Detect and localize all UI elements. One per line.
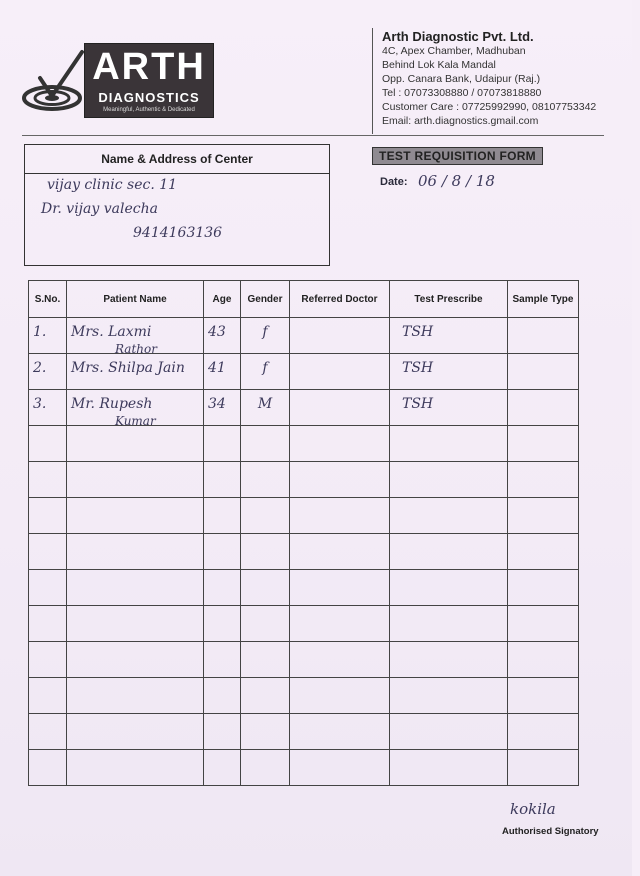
authorised-signatory-label: Authorised Signatory <box>502 826 599 837</box>
patient-table <box>28 280 579 786</box>
patient-name-continued: Rathor <box>115 342 157 356</box>
center-phone: 9414163136 <box>133 225 223 241</box>
patient-name-cell <box>67 318 204 354</box>
telephone-line: Tel : 07073308880 / 07073818880 <box>382 87 542 99</box>
column-header: S.No. <box>29 281 67 318</box>
patient-name-cell <box>67 678 204 714</box>
gender-cell <box>241 534 290 570</box>
patient-name-cell <box>67 462 204 498</box>
serial-number-cell <box>29 606 67 642</box>
patient-name-cell <box>67 534 204 570</box>
sample-type-cell <box>508 570 579 606</box>
test-prescribe-cell <box>390 678 508 714</box>
age-cell <box>204 498 241 534</box>
table-row <box>29 606 579 642</box>
signature: kokila <box>510 800 556 818</box>
age-cell <box>204 390 241 426</box>
sample-type-cell <box>508 678 579 714</box>
gender-cell <box>241 426 290 462</box>
table-row <box>29 678 579 714</box>
logo-box <box>84 43 214 118</box>
patient-name-cell <box>67 714 204 750</box>
test-prescribe-cell <box>390 606 508 642</box>
patient-name-cell <box>67 426 204 462</box>
sample-type-cell <box>508 318 579 354</box>
table-row <box>29 390 579 426</box>
sample-type-cell <box>508 390 579 426</box>
sample-type-cell <box>508 642 579 678</box>
table-row <box>29 750 579 786</box>
center-name: vijay clinic sec. 11 <box>47 177 178 193</box>
table-row <box>29 570 579 606</box>
address-line: Behind Lok Kala Mandal <box>382 59 496 71</box>
target-check-icon <box>22 48 88 112</box>
table-row <box>29 426 579 462</box>
patient-name-cell-text: Mr. Rupesh <box>71 396 153 412</box>
gender-cell <box>241 750 290 786</box>
gender-cell <box>241 354 290 390</box>
test-prescribe-cell <box>390 390 508 426</box>
table-row <box>29 318 579 354</box>
table-row <box>29 642 579 678</box>
age-cell <box>204 426 241 462</box>
header-divider <box>22 135 604 136</box>
referred-doctor-cell <box>290 462 390 498</box>
age-cell <box>204 606 241 642</box>
referred-doctor-cell <box>290 354 390 390</box>
age-cell <box>204 318 241 354</box>
gender-cell <box>241 318 290 354</box>
company-logo <box>22 40 214 120</box>
serial-number-cell <box>29 714 67 750</box>
referred-doctor-cell <box>290 498 390 534</box>
referred-doctor-cell <box>290 426 390 462</box>
serial-number-cell <box>29 570 67 606</box>
sample-type-cell <box>508 354 579 390</box>
referred-doctor-cell <box>290 318 390 354</box>
patient-name-cell-text: Mrs. Shilpa Jain <box>71 360 185 376</box>
gender-cell <box>241 714 290 750</box>
patient-name-cell <box>67 498 204 534</box>
sample-type-cell <box>508 498 579 534</box>
referred-doctor-cell <box>290 570 390 606</box>
serial-number-cell <box>29 462 67 498</box>
serial-number-cell <box>29 318 67 354</box>
referred-doctor-cell <box>290 750 390 786</box>
logo-subtitle: DIAGNOSTICS <box>98 90 200 105</box>
customer-care-line: Customer Care : 07725992990, 08107753342 <box>382 101 597 113</box>
age-cell <box>204 678 241 714</box>
gender-cell <box>241 462 290 498</box>
patient-name-cell-text: Mrs. Laxmi <box>71 324 152 340</box>
gender-cell <box>241 390 290 426</box>
age-cell <box>204 714 241 750</box>
serial-number-cell-text: 1. <box>33 324 47 340</box>
test-prescribe-cell <box>390 426 508 462</box>
age-cell <box>204 642 241 678</box>
patient-name-cell <box>67 570 204 606</box>
date-value: 06 / 8 / 18 <box>418 172 495 190</box>
test-prescribe-cell <box>390 714 508 750</box>
serial-number-cell <box>29 642 67 678</box>
address-line: Opp. Canara Bank, Udaipur (Raj.) <box>382 73 541 85</box>
serial-number-cell <box>29 534 67 570</box>
column-header: Gender <box>241 281 290 318</box>
test-prescribe-cell-text: TSH <box>402 360 434 376</box>
serial-number-cell <box>29 390 67 426</box>
serial-number-cell <box>29 678 67 714</box>
serial-number-cell <box>29 354 67 390</box>
email-line: Email: arth.diagnostics.gmail.com <box>382 115 539 127</box>
column-header: Age <box>204 281 241 318</box>
serial-number-cell-text: 2. <box>33 360 47 376</box>
age-cell-text: 41 <box>208 360 226 376</box>
patient-name-continued: Kumar <box>115 414 156 428</box>
test-prescribe-cell <box>390 462 508 498</box>
test-prescribe-cell <box>390 534 508 570</box>
table-row <box>29 714 579 750</box>
patient-name-cell <box>67 750 204 786</box>
test-prescribe-cell <box>390 642 508 678</box>
company-name: Arth Diagnostic Pvt. Ltd. <box>382 29 534 44</box>
referred-doctor-cell <box>290 678 390 714</box>
sample-type-cell <box>508 714 579 750</box>
patient-name-cell <box>67 390 204 426</box>
referred-doctor-cell <box>290 534 390 570</box>
column-header: Referred Doctor <box>290 281 390 318</box>
referred-doctor-cell <box>290 390 390 426</box>
referred-doctor-cell <box>290 642 390 678</box>
column-header: Patient Name <box>67 281 204 318</box>
table-row <box>29 498 579 534</box>
referred-doctor-cell <box>290 714 390 750</box>
column-header: Sample Type <box>508 281 579 318</box>
center-doctor: Dr. vijay valecha <box>41 201 158 217</box>
date-label: Date: <box>380 176 408 188</box>
serial-number-cell <box>29 426 67 462</box>
center-box-heading: Name & Address of Center <box>25 145 329 174</box>
table-row <box>29 354 579 390</box>
test-prescribe-cell <box>390 570 508 606</box>
age-cell <box>204 354 241 390</box>
address-line: 4C, Apex Chamber, Madhuban <box>382 45 526 57</box>
serial-number-cell-text: 3. <box>33 396 47 412</box>
sample-type-cell <box>508 606 579 642</box>
patient-name-cell <box>67 642 204 678</box>
serial-number-cell <box>29 498 67 534</box>
gender-cell <box>241 570 290 606</box>
gender-cell-text: M <box>257 396 273 412</box>
referred-doctor-cell <box>290 606 390 642</box>
serial-number-cell <box>29 750 67 786</box>
age-cell <box>204 570 241 606</box>
gender-cell <box>241 642 290 678</box>
test-prescribe-cell <box>390 750 508 786</box>
age-cell-text: 34 <box>208 396 226 412</box>
age-cell-text: 43 <box>208 324 226 340</box>
test-prescribe-cell <box>390 318 508 354</box>
table-header-row <box>29 281 579 318</box>
sample-type-cell <box>508 534 579 570</box>
logo-tagline: Meaningful, Authentic & Dedicated <box>103 107 195 113</box>
patient-name-cell <box>67 354 204 390</box>
form-title: TEST REQUISITION FORM <box>372 147 543 165</box>
test-prescribe-cell <box>390 354 508 390</box>
gender-cell <box>241 678 290 714</box>
table-row <box>29 462 579 498</box>
test-prescribe-cell-text: TSH <box>402 396 434 412</box>
age-cell <box>204 462 241 498</box>
table-row <box>29 534 579 570</box>
sample-type-cell <box>508 462 579 498</box>
gender-cell <box>241 606 290 642</box>
age-cell <box>204 750 241 786</box>
gender-cell-text: f <box>262 324 268 340</box>
patient-name-cell <box>67 606 204 642</box>
gender-cell-text: f <box>262 360 268 376</box>
test-prescribe-cell-text: TSH <box>402 324 434 340</box>
divider <box>372 28 373 134</box>
sample-type-cell <box>508 750 579 786</box>
test-prescribe-cell <box>390 498 508 534</box>
logo-wordmark: ARTH <box>92 46 206 88</box>
sample-type-cell <box>508 426 579 462</box>
column-header: Test Prescribe <box>390 281 508 318</box>
age-cell <box>204 534 241 570</box>
center-address-box <box>24 144 330 266</box>
gender-cell <box>241 498 290 534</box>
